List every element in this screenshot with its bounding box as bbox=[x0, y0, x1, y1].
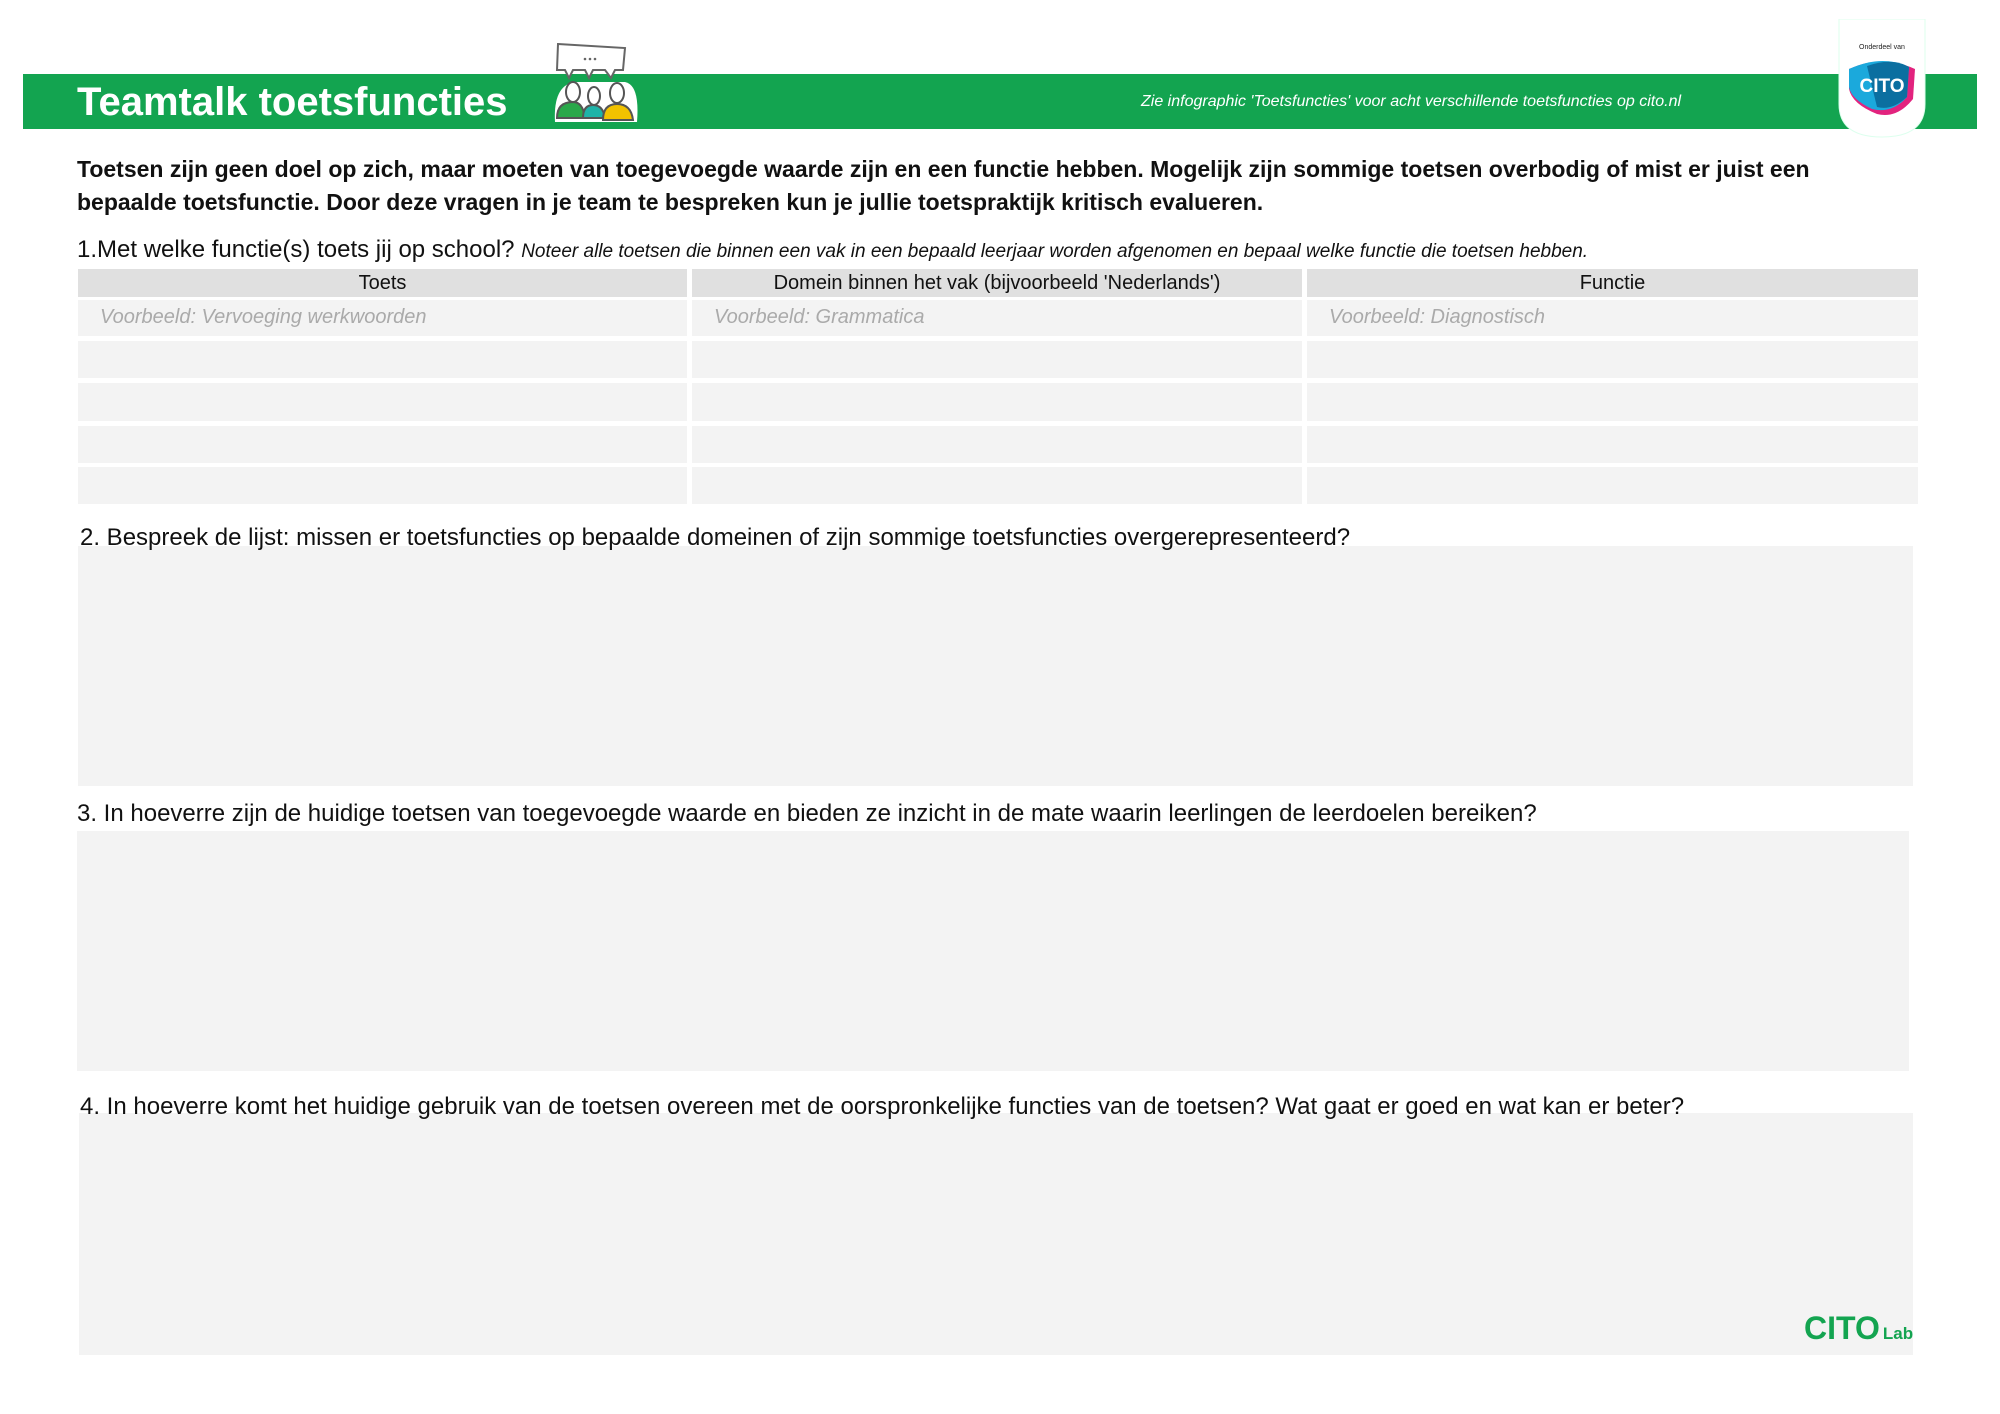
table-cell[interactable] bbox=[692, 467, 1302, 504]
question-2: 2. Bespreek de lijst: missen er toetsfuncties op bepaalde domeinen of zijn sommige toetsfuncties overgerepresenteerd? bbox=[80, 524, 1351, 551]
table-cell[interactable] bbox=[1307, 426, 1918, 463]
svg-text:Onderdeel van: Onderdeel van bbox=[1859, 44, 1905, 51]
cito-logo bbox=[1837, 19, 1927, 139]
answer-box-2[interactable] bbox=[78, 546, 1913, 786]
question-1-label: 1.Met welke functie(s) toets jij op school? bbox=[77, 236, 515, 263]
question-1-hint: Noteer alle toetsen die binnen een vak in een bepaald leerjaar worden afgenomen en bepaal welke functie die toetsen hebben. bbox=[521, 241, 1589, 262]
table-cell[interactable]: Voorbeeld: Grammatica bbox=[692, 300, 1302, 336]
table-cell[interactable] bbox=[78, 341, 687, 378]
table-cell[interactable] bbox=[78, 383, 687, 421]
cito-lab-logo: CITO Lab bbox=[1804, 1310, 1914, 1346]
table-cell[interactable] bbox=[1307, 341, 1918, 378]
table-cell[interactable] bbox=[692, 426, 1302, 463]
infographic-note: Zie infographic 'Toetsfuncties' voor acht verschillende toetsfuncties op cito.nl bbox=[1141, 93, 1682, 110]
table-cell[interactable]: Voorbeeld: Vervoeging werkwoorden bbox=[78, 300, 687, 336]
column-header-toets: Toets bbox=[78, 269, 687, 297]
table-cell[interactable] bbox=[692, 341, 1302, 378]
team-talk-illustration-icon bbox=[545, 40, 645, 130]
table-cell[interactable] bbox=[1307, 467, 1918, 504]
table-cell[interactable] bbox=[78, 467, 687, 504]
column-header-functie: Functie bbox=[1307, 269, 1918, 297]
question-3: 3. In hoeverre zijn de huidige toetsen van toegevoegde waarde en bieden ze inzicht in de mate waarin leerlingen de leerdoelen bereiken? bbox=[77, 800, 1537, 827]
table-cell[interactable] bbox=[692, 383, 1302, 421]
column-header-domein: Domein binnen het vak (bijvoorbeeld 'Nederlands') bbox=[692, 269, 1302, 297]
table-cell[interactable] bbox=[78, 426, 687, 463]
table-cell[interactable]: Voorbeeld: Diagnostisch bbox=[1307, 300, 1918, 336]
table-cell[interactable] bbox=[1307, 383, 1918, 421]
question-1 bbox=[77, 236, 1588, 266]
intro-text: Toetsen zijn geen doel op zich, maar moeten van toegevoegde waarde zijn en een functie hebben. Mogelijk zijn sommige toetsen overbodig of mist er juist een bepaalde toetsfunctie. Door deze vragen in je team te bespreken kun je jullie toetspraktijk kritisch evalueren. bbox=[77, 156, 1810, 215]
svg-text:CITO: CITO bbox=[1859, 76, 1905, 97]
answer-box-4[interactable] bbox=[79, 1113, 1913, 1355]
answer-box-3[interactable] bbox=[77, 831, 1909, 1071]
question-4: 4. In hoeverre komt het huidige gebruik van de toetsen overeen met de oorspronkelijke functies van de toetsen? Wat gaat er goed en wat kan er beter? bbox=[80, 1093, 1685, 1120]
page-title: Teamtalk toetsfuncties bbox=[77, 80, 508, 124]
